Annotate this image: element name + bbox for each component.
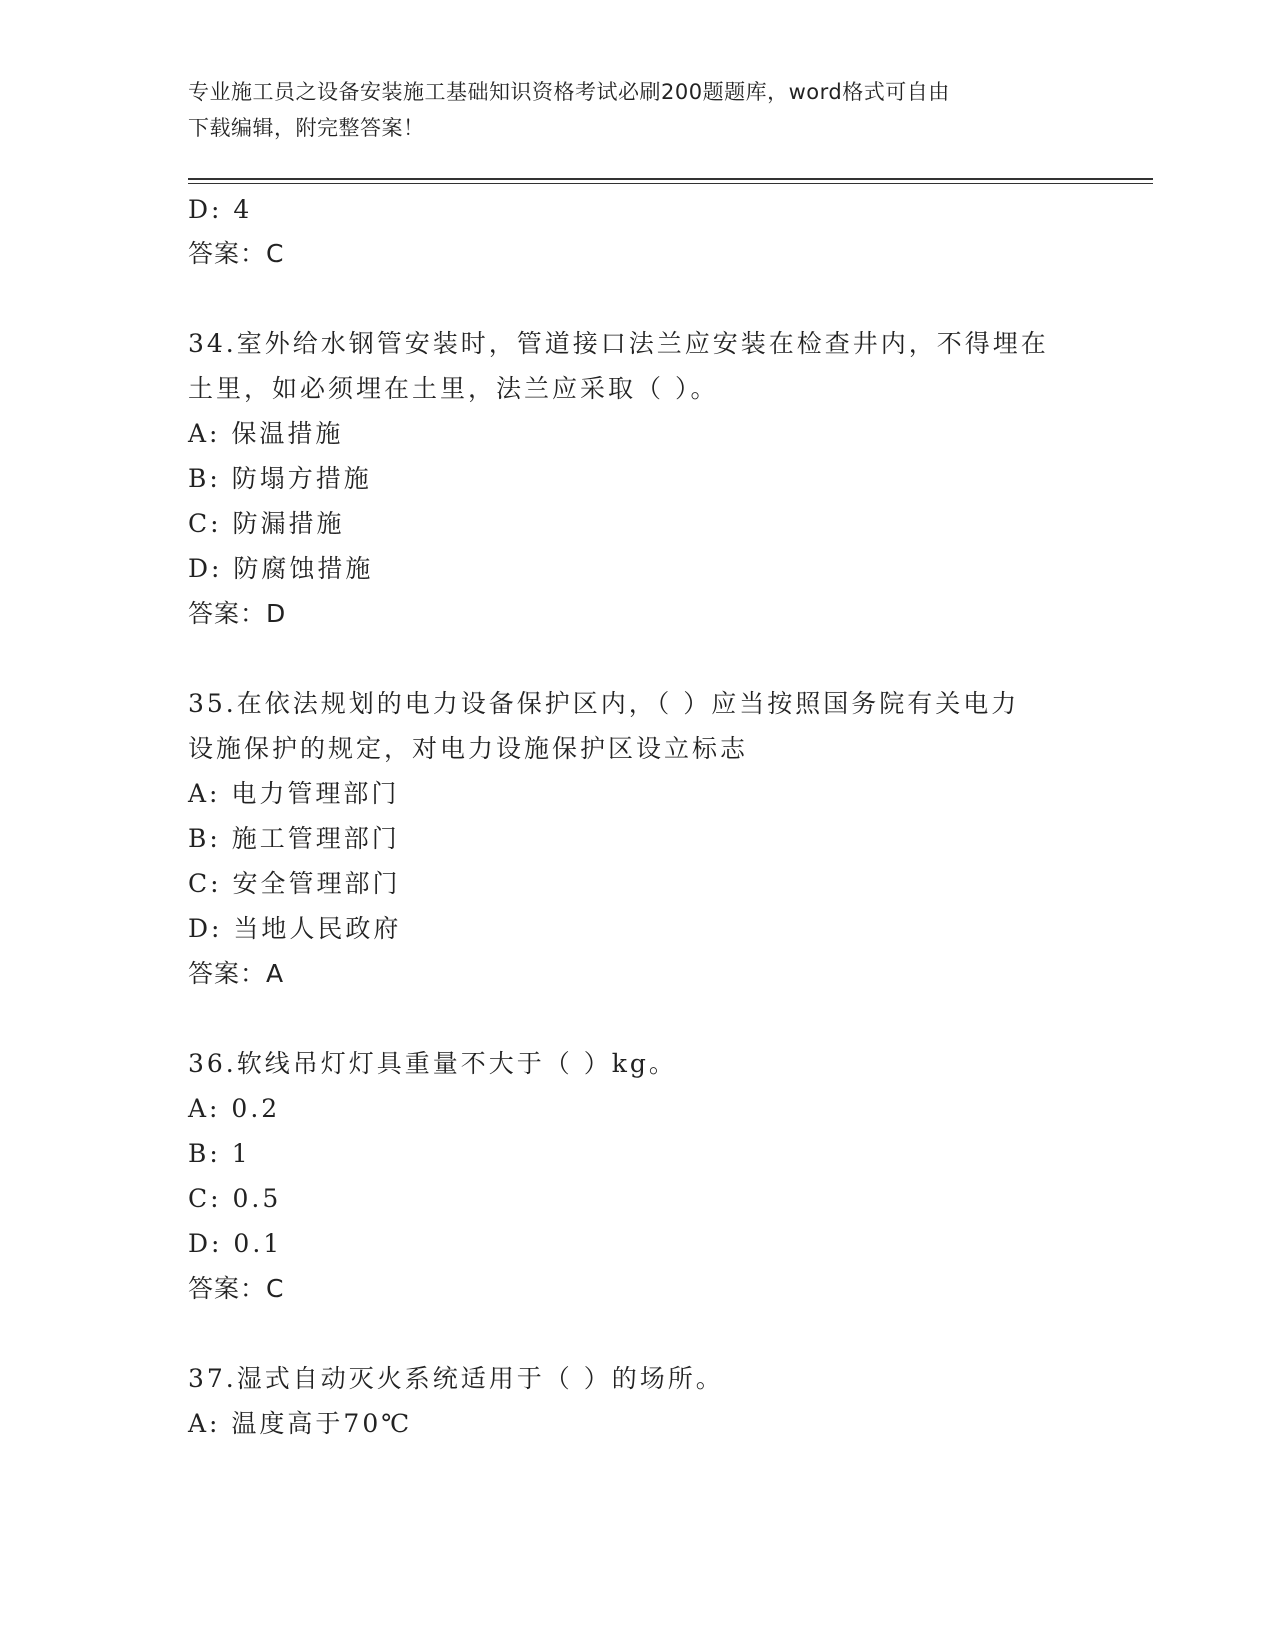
q37-stem: 37.湿式自动灭火系统适用于（ ）的场所。 <box>188 1364 724 1393</box>
q34-option-b: B: 防塌方措施 <box>188 464 372 493</box>
q34-option-d: D: 防腐蚀措施 <box>188 554 374 583</box>
q34-option-c: C: 防漏措施 <box>188 509 345 538</box>
q35-answer: 答案：A <box>188 959 285 988</box>
document-header <box>188 74 1088 146</box>
header-line-1: 专业施工员之设备安装施工基础知识资格考试必刷200题题库，word格式可自由 <box>188 80 950 104</box>
q35-option-b: B: 施工管理部门 <box>188 824 400 853</box>
q37-option-a: A: 温度高于70℃ <box>188 1409 413 1438</box>
q35-option-c: C: 安全管理部门 <box>188 869 401 898</box>
q34-option-a: A: 保温措施 <box>188 419 344 448</box>
q35-stem-line-1: 35.在依法规划的电力设备保护区内，（ ）应当按照国务院有关电力 <box>188 689 1020 718</box>
q35-option-a: A: 电力管理部门 <box>188 779 400 808</box>
q34-answer: 答案：D <box>188 599 287 628</box>
q36-option-d: D: 0.1 <box>188 1229 283 1258</box>
q34-stem-line-2: 土里，如必须埋在土里，法兰应采取（ ）。 <box>188 374 719 403</box>
header-divider-thin <box>188 183 1153 184</box>
q36-option-c: C: 0.5 <box>188 1184 282 1213</box>
q34-stem-line-1: 34.室外给水钢管安装时，管道接口法兰应安装在检查井内，不得埋在 <box>188 329 1049 358</box>
header-divider-thick <box>188 178 1153 180</box>
header-line-2: 下载编辑，附完整答案！ <box>188 116 425 140</box>
q36-option-b: B: 1 <box>188 1139 251 1168</box>
q33-answer: 答案：C <box>188 239 285 268</box>
q35-option-d: D: 当地人民政府 <box>188 914 402 943</box>
q36-option-a: A: 0.2 <box>188 1094 281 1123</box>
q36-stem: 36.软线吊灯灯具重量不大于（ ）kg。 <box>188 1049 677 1078</box>
q35-stem-line-2: 设施保护的规定，对电力设施保护区设立标志 <box>188 734 749 763</box>
q36-answer: 答案：C <box>188 1274 285 1303</box>
q33-option-d: D: 4 <box>188 195 253 224</box>
